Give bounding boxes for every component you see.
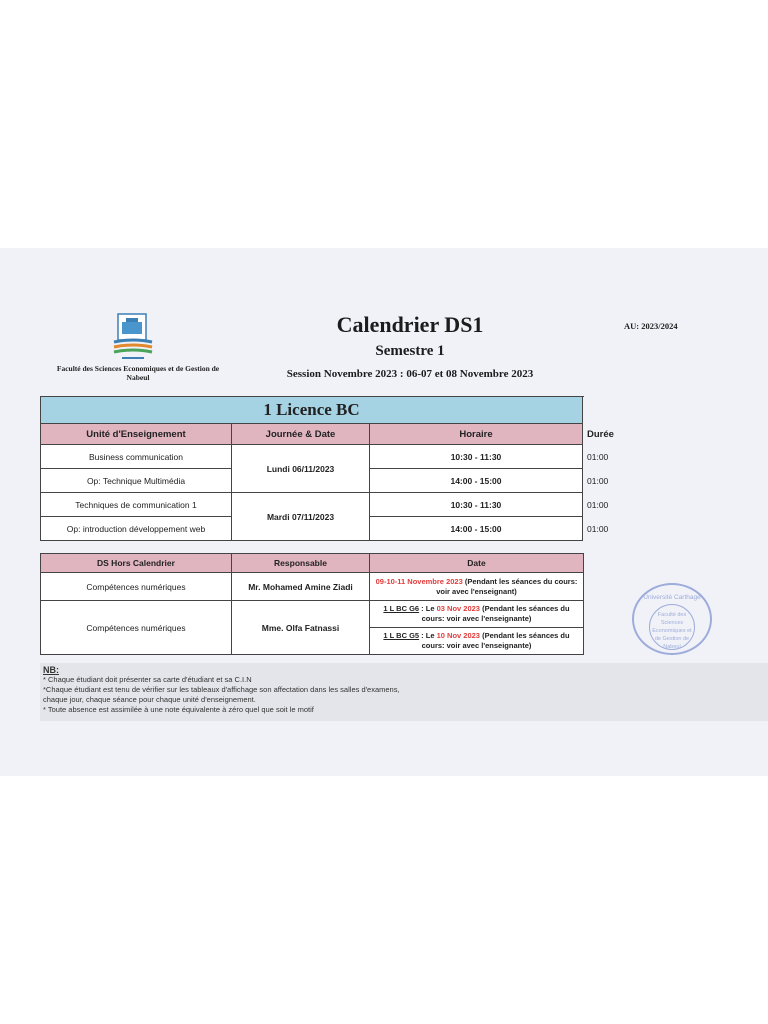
- group-label: 1 L BC G6: [383, 604, 420, 613]
- note-line: chaque jour, chaque séance pour chaque unité d'enseignement.: [43, 695, 256, 704]
- date-prefix: : Le: [419, 631, 437, 640]
- group-label: 1 L BC G5: [383, 631, 420, 640]
- exam-date: Lundi 06/11/2023: [232, 445, 370, 493]
- exam-time: 10:30 - 11:30: [370, 445, 583, 469]
- column-header: Horaire: [370, 424, 583, 445]
- table-banner: 1 Licence BC: [41, 397, 583, 424]
- course-name: Compétences numériques: [41, 573, 232, 601]
- academic-year: AU: 2023/2024: [624, 321, 678, 331]
- exam-time: 14:00 - 15:00: [370, 517, 583, 541]
- date-highlight: 10 Nov 2023: [436, 631, 480, 640]
- column-header: Responsable: [232, 554, 370, 573]
- note-line: * Toute absence est assimilée à une note équivalente à zéro quel que soit le motif: [43, 705, 314, 714]
- note-line: *Chaque étudiant est tenu de vérifier sur les tableaux d'affichage son affectation dans les salles d'examens,: [43, 685, 400, 694]
- date-note-text: (Pendant les séances du cours: voir avec l'enseignante): [421, 604, 570, 623]
- course-name: Techniques de communication 1: [41, 493, 232, 517]
- date-highlight: 09-10-11 Novembre 2023: [375, 576, 463, 586]
- notes-title: NB:: [43, 665, 59, 675]
- exam-schedule-table: [40, 396, 583, 541]
- column-header: DS Hors Calendrier: [41, 554, 232, 573]
- notes-section: [40, 663, 768, 721]
- exam-date: Mardi 07/11/2023: [232, 493, 370, 541]
- course-name: Op: Technique Multimédia: [41, 469, 232, 493]
- column-header: Date: [370, 554, 584, 573]
- course-name: Op: introduction développement web: [41, 517, 232, 541]
- semester-label: Semestre 1: [375, 343, 445, 359]
- off-calendar-exam-table: [40, 553, 584, 655]
- instructor-name: Mme. Olfa Fatnassi: [232, 601, 370, 655]
- exam-date-note: [370, 573, 584, 601]
- table-row: [41, 493, 583, 517]
- exam-time: 10:30 - 11:30: [370, 493, 583, 517]
- date-note-text: (Pendant les séances du cours: voir avec l'enseignant): [436, 576, 578, 596]
- university-stamp: [632, 583, 712, 655]
- instructor-name: Mr. Mohamed Amine Ziadi: [232, 573, 370, 601]
- date-note-text: (Pendant les séances du cours: voir avec l'enseignante): [421, 631, 570, 650]
- course-name: Business communication: [41, 445, 232, 469]
- stamp-inner-text: Faculté des Sciences Economiques et de Gestion de Nabeul: [649, 604, 695, 650]
- course-name: Compétences numériques: [41, 601, 232, 655]
- column-header: Journée & Date: [232, 424, 370, 445]
- page-title: Calendrier DS1: [336, 312, 484, 337]
- stamp-outer-text: Université Carthage: [643, 594, 701, 601]
- table-row: [41, 573, 584, 601]
- table-row: [41, 601, 584, 628]
- date-prefix: : Le: [419, 604, 437, 613]
- table-header-row: [41, 554, 584, 573]
- exam-date-note: [370, 628, 584, 655]
- exam-time: 14:00 - 15:00: [370, 469, 583, 493]
- table-row: [41, 445, 583, 469]
- note-line: * Chaque étudiant doit présenter sa carte d'étudiant et sa C.I.N: [43, 675, 252, 684]
- date-highlight: 03 Nov 2023: [436, 604, 480, 613]
- session-label: Session Novembre 2023 : 06-07 et 08 Novembre 2023: [286, 368, 534, 380]
- column-header: Unité d'Enseignement: [41, 424, 232, 445]
- exam-date-note: [370, 601, 584, 628]
- table-header-row: [41, 424, 583, 445]
- faculty-logo-icon: [108, 312, 158, 362]
- faculty-name: Faculté des Sciences Economiques et de Gestion de Nabeul: [56, 364, 220, 382]
